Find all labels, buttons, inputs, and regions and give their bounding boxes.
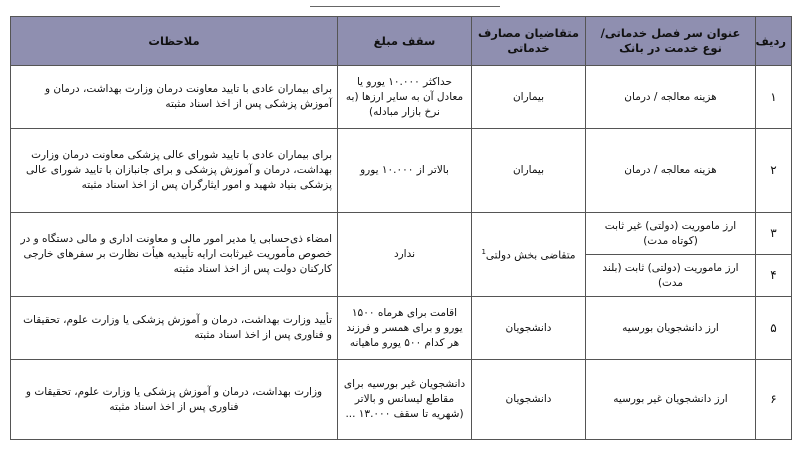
ceiling: بالاتر از ۱۰.۰۰۰ یورو: [338, 129, 472, 213]
row-number: ۲: [756, 129, 792, 213]
service-title: ارز دانشجویان غیر بورسیه: [586, 360, 756, 440]
top-rule: [310, 0, 500, 7]
table-row: [11, 66, 792, 129]
row-number: ۴: [756, 255, 792, 297]
notes: برای بیماران عادی با تایید شورای عالی پزشکی معاونت درمان وزارت بهداشت، درمان و آموزش پزشکی و برای جانبازان با تایید شورای عالی پزشکی بنیاد شهید و امور ایثارگران پس از اخذ اسناد مثبته: [11, 129, 338, 213]
service-title: ارز ماموریت (دولتی) غیر ثابت (کوتاه مدت): [586, 213, 756, 255]
ceiling: دانشجویان غیر بورسیه برای مقاطع لیسانس و بالاتر (شهریه تا سقف ۱۳.۰۰۰ ...: [338, 360, 472, 440]
ceiling: حداکثر ۱۰.۰۰۰ یورو یا معادل آن به سایر ارزها (به نرخ بازار مبادله): [338, 66, 472, 129]
service-title: هزینه معالجه / درمان: [586, 129, 756, 213]
applicants: بیماران: [472, 129, 586, 213]
applicants: دانشجویان: [472, 297, 586, 360]
footnote-marker: 1: [481, 248, 486, 257]
table-row: [11, 297, 792, 360]
notes: تأیید وزارت بهداشت، درمان و آموزش پزشکی یا وزارت علوم، تحقیقات و فناوری پس از اخذ اسناد مثبته: [11, 297, 338, 360]
applicants: بیماران: [472, 66, 586, 129]
row-number: ۳: [756, 213, 792, 255]
table-row: [11, 129, 792, 213]
applicants-text: متقاضی بخش دولتی: [485, 249, 576, 262]
ceiling: اقامت برای هرماه ۱۵۰۰ یورو و برای همسر و فرزند هر کدام ۵۰۰ یورو ماهیانه: [338, 297, 472, 360]
header-row-number: ردیف: [756, 17, 792, 66]
service-title: ارز دانشجویان بورسیه: [586, 297, 756, 360]
header-ceiling: سقف مبلغ: [338, 17, 472, 66]
row-number: ۱: [756, 66, 792, 129]
service-title: ارز ماموریت (دولتی) ثابت (بلند مدت): [586, 255, 756, 297]
notes: وزارت بهداشت، درمان و آموزش پزشکی یا وزارت علوم، تحقیقات و فناوری پس از اخذ اسناد مثبته: [11, 360, 338, 440]
notes: امضاء ذی‌حسابی یا مدیر امور مالی و معاونت اداری و مالی دستگاه و در خصوص مأموریت غیرثابت ارایه تأییدیه هیأت نظارت بر سفرهای خارجی کارکنان دولت پس از اخذ اسناد مثبته: [11, 213, 338, 297]
header-notes: ملاحظات: [11, 17, 338, 66]
header-applicants: متقاضیان مصارف خدماتی: [472, 17, 586, 66]
currency-services-table: [10, 16, 792, 440]
table-row: [11, 213, 792, 255]
applicants: [472, 213, 586, 297]
notes: برای بیماران عادی با تایید معاونت درمان وزارت بهداشت، درمان و آموزش پزشکی پس از اخذ اسناد مثبته: [11, 66, 338, 129]
header-row: [11, 17, 792, 66]
table-row: [11, 360, 792, 440]
row-number: ۵: [756, 297, 792, 360]
ceiling: ندارد: [338, 213, 472, 297]
header-service-title: عنوان سر فصل خدماتی/نوع خدمت در بانک: [586, 17, 756, 66]
row-number: ۶: [756, 360, 792, 440]
service-title: هزینه معالجه / درمان: [586, 66, 756, 129]
applicants: دانشجویان: [472, 360, 586, 440]
